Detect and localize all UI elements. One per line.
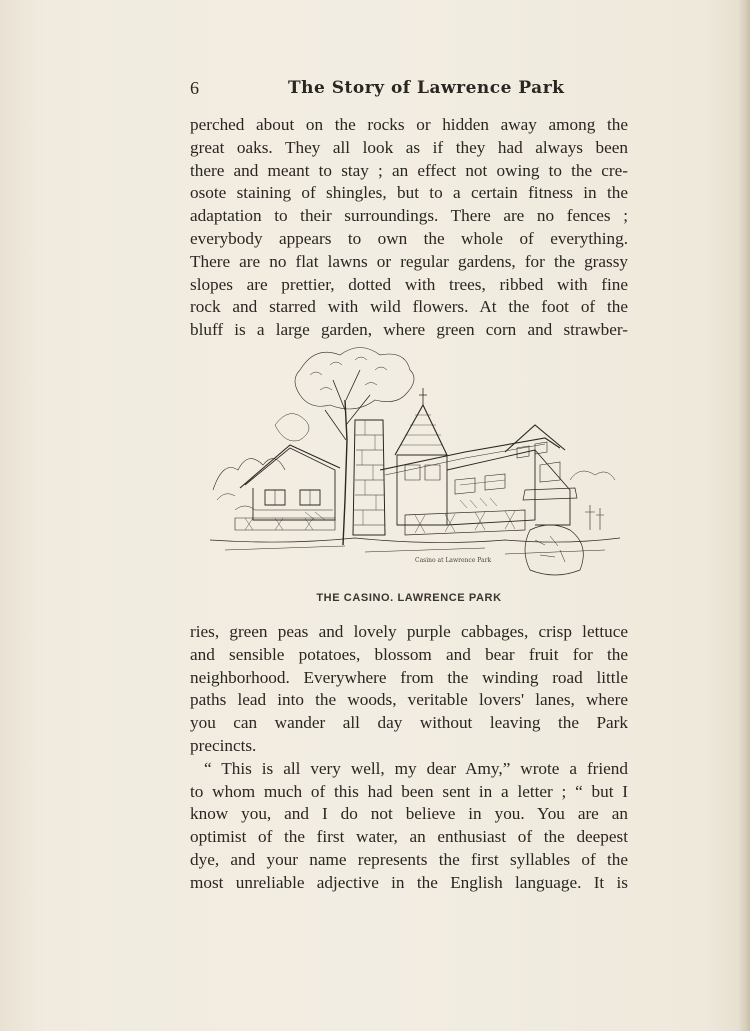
text-line: osote staining of shingles, but to a certain fitness in the	[190, 183, 628, 203]
top-paragraph	[190, 114, 628, 342]
text-line: paths lead into the woods, veritable lovers' lanes, where	[190, 690, 628, 710]
page-number: 6	[190, 78, 199, 98]
text-line: most unreliable adjective in the English language. It is	[190, 872, 628, 892]
text-line: perched about on the rocks or hidden away among the	[190, 115, 628, 134]
text-line: precincts.	[190, 735, 257, 755]
text-line: know you, and I do not believe in you. You are an	[190, 804, 628, 824]
casino-illustration	[205, 340, 625, 580]
bottom-paragraph	[190, 621, 628, 895]
text-line: you can wander all day without leaving the Park	[190, 713, 628, 733]
running-title: The Story of Lawrence Park	[288, 78, 565, 98]
text-line: slopes are prettier, dotted with trees, ribbed with fine	[190, 274, 628, 294]
text-line: ries, green peas and lovely purple cabbages, crisp lettuce	[190, 622, 628, 641]
text-line: optimist of the first water, an enthusiast of the deepest	[190, 827, 628, 847]
illustration-inscription: Casino at Lawrence Park	[415, 557, 492, 564]
illustration-caption: THE CASINO. LAWRENCE PARK	[316, 592, 502, 604]
text-line: adaptation to their surroundings. There are no fences ;	[190, 206, 628, 226]
text-line: great oaks. They all look as if they had always been	[190, 137, 628, 157]
text-line: bluff is a large garden, where green corn and strawber-	[190, 320, 628, 340]
page-edge-shadow	[738, 0, 750, 1031]
page-header	[190, 78, 630, 102]
text-line: and sensible potatoes, blossom and bear fruit for the	[190, 644, 628, 664]
text-line: neighborhood. Everywhere from the winding road little	[190, 667, 628, 687]
text-line: rock and starred with wild flowers. At the foot of the	[190, 297, 628, 317]
text-line: “ This is all very well, my dear Amy,” wrote a friend	[204, 758, 628, 778]
text-line: everybody appears to own the whole of everything.	[190, 228, 628, 248]
text-line: dye, and your name represents the first syllables of the	[190, 849, 628, 869]
text-line: There are no flat lawns or regular gardens, for the grassy	[190, 251, 628, 271]
text-line: to whom much of this had been sent in a letter ; “ but I	[190, 781, 628, 801]
text-line: there and meant to stay ; an effect not owing to the cre-	[190, 160, 628, 180]
